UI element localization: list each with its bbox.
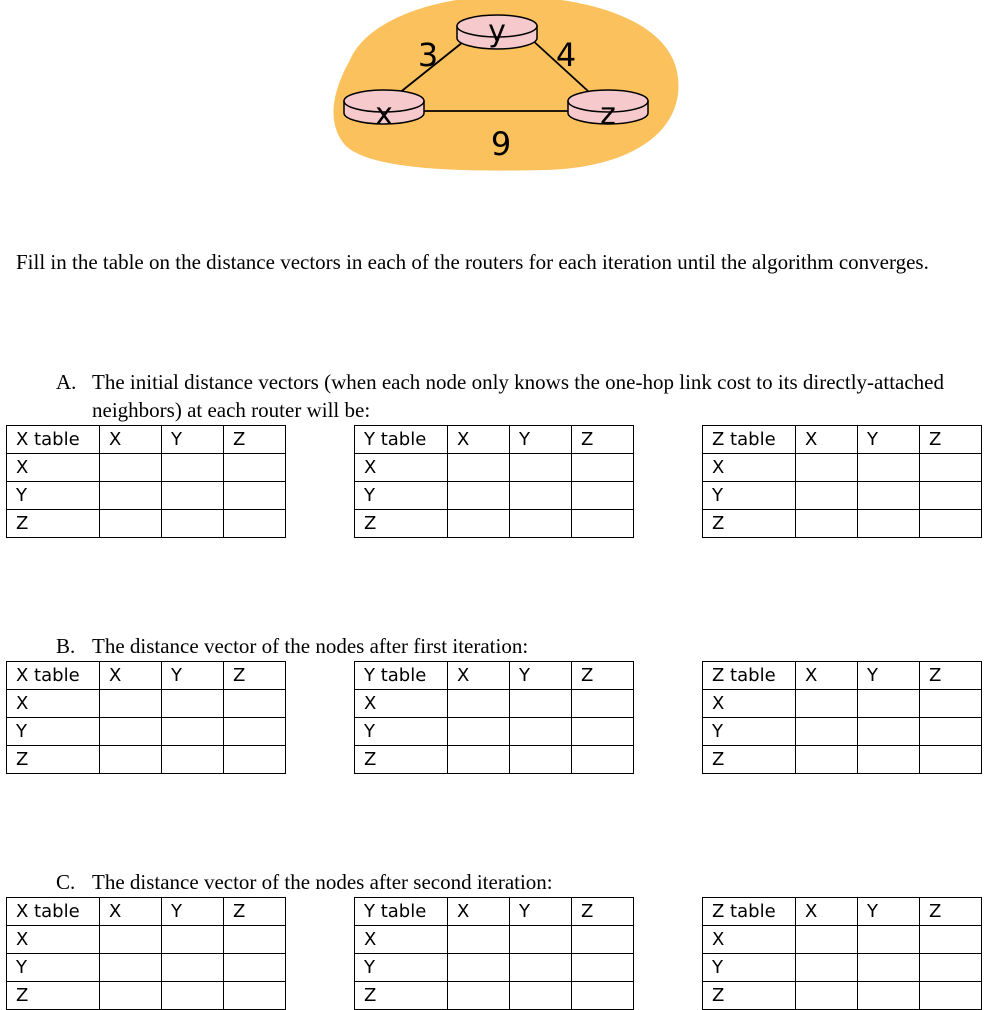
table-row <box>7 954 286 982</box>
column-header: Z <box>224 898 286 926</box>
row-label: X <box>703 690 796 718</box>
table-row <box>703 690 982 718</box>
dv-table-c-x <box>6 897 286 1010</box>
distance-cell[interactable] <box>448 954 510 982</box>
distance-cell[interactable] <box>796 718 858 746</box>
question-c <box>56 868 956 896</box>
row-label: Z <box>355 982 448 1010</box>
distance-cell[interactable] <box>100 690 162 718</box>
distance-cell[interactable] <box>572 482 634 510</box>
distance-cell[interactable] <box>224 718 286 746</box>
column-header: X <box>796 662 858 690</box>
row-label: Y <box>7 954 100 982</box>
table-row <box>355 718 634 746</box>
dv-table-a-x <box>6 425 286 538</box>
row-label: Z <box>355 746 448 774</box>
row-label: Z <box>7 746 100 774</box>
distance-cell[interactable] <box>920 982 982 1010</box>
distance-cell[interactable] <box>448 482 510 510</box>
column-header: Y <box>510 662 572 690</box>
dv-table-a-z <box>702 425 982 538</box>
column-header: Z <box>224 426 286 454</box>
distance-cell[interactable] <box>224 510 286 538</box>
distance-cell[interactable] <box>920 690 982 718</box>
distance-cell[interactable] <box>510 482 572 510</box>
row-label: Y <box>703 718 796 746</box>
column-header: Z <box>572 898 634 926</box>
link-cost-x-z: 9 <box>490 125 512 163</box>
column-header: X <box>796 426 858 454</box>
distance-cell[interactable] <box>162 954 224 982</box>
table-title: Y table <box>355 662 448 690</box>
table-title: Y table <box>355 426 448 454</box>
distance-cell[interactable] <box>448 510 510 538</box>
row-label: Y <box>7 718 100 746</box>
distance-cell[interactable] <box>796 454 858 482</box>
distance-cell[interactable] <box>224 690 286 718</box>
question-letter: C. <box>56 870 76 894</box>
distance-cell[interactable] <box>510 954 572 982</box>
column-header: Z <box>920 662 982 690</box>
distance-cell[interactable] <box>858 926 920 954</box>
table-title: Z table <box>703 662 796 690</box>
column-header: Y <box>162 898 224 926</box>
question-letter: B. <box>56 634 76 658</box>
dv-table-b-z <box>702 661 982 774</box>
column-header: Z <box>224 662 286 690</box>
distance-cell[interactable] <box>224 982 286 1010</box>
row-label: Z <box>7 982 100 1010</box>
distance-cell[interactable] <box>858 482 920 510</box>
column-header: X <box>100 898 162 926</box>
distance-cell[interactable] <box>510 454 572 482</box>
question-a <box>56 368 956 424</box>
distance-cell[interactable] <box>796 482 858 510</box>
table-header-row <box>7 662 286 690</box>
table-header-row <box>703 662 982 690</box>
distance-cell[interactable] <box>796 926 858 954</box>
router-y <box>457 14 537 49</box>
table-header-row <box>355 426 634 454</box>
question-text: The distance vector of the nodes after first iteration: <box>92 634 529 658</box>
column-header: Y <box>858 662 920 690</box>
column-header: Y <box>510 898 572 926</box>
distance-cell[interactable] <box>510 926 572 954</box>
distance-cell[interactable] <box>858 982 920 1010</box>
distance-cell[interactable] <box>224 746 286 774</box>
column-header: X <box>448 898 510 926</box>
distance-cell[interactable] <box>572 718 634 746</box>
row-label: Y <box>355 718 448 746</box>
table-row <box>7 926 286 954</box>
distance-cell[interactable] <box>510 982 572 1010</box>
distance-cell[interactable] <box>162 454 224 482</box>
dv-table-c-y <box>354 897 634 1010</box>
distance-cell[interactable] <box>858 690 920 718</box>
distance-cell[interactable] <box>858 454 920 482</box>
table-row <box>7 510 286 538</box>
table-row <box>7 454 286 482</box>
distance-cell[interactable] <box>100 746 162 774</box>
table-header-row <box>703 426 982 454</box>
row-label: X <box>703 454 796 482</box>
router-label-z: z <box>600 97 616 132</box>
distance-cell[interactable] <box>572 746 634 774</box>
distance-cell[interactable] <box>448 746 510 774</box>
column-header: Y <box>162 426 224 454</box>
distance-cell[interactable] <box>162 718 224 746</box>
distance-cell[interactable] <box>796 982 858 1010</box>
table-header-row <box>355 662 634 690</box>
distance-cell[interactable] <box>572 690 634 718</box>
table-title: X table <box>7 426 100 454</box>
column-header: X <box>448 662 510 690</box>
row-label: X <box>7 454 100 482</box>
table-row <box>703 718 982 746</box>
column-header: X <box>100 426 162 454</box>
distance-cell[interactable] <box>920 718 982 746</box>
row-label: Y <box>703 954 796 982</box>
distance-cell[interactable] <box>100 482 162 510</box>
distance-cell[interactable] <box>224 482 286 510</box>
table-row <box>355 690 634 718</box>
dv-table-c-z <box>702 897 982 1010</box>
distance-cell[interactable] <box>448 718 510 746</box>
dv-table-b-x <box>6 661 286 774</box>
router-label-x: x <box>375 97 393 132</box>
table-row <box>7 482 286 510</box>
distance-cell[interactable] <box>572 982 634 1010</box>
table-row <box>7 690 286 718</box>
column-header: Z <box>920 426 982 454</box>
row-label: Z <box>703 510 796 538</box>
row-label: Z <box>7 510 100 538</box>
distance-cell[interactable] <box>796 510 858 538</box>
row-label: X <box>355 454 448 482</box>
link-cost-x-y: 3 <box>417 36 439 74</box>
table-row <box>703 926 982 954</box>
table-header-row <box>355 898 634 926</box>
distance-cell[interactable] <box>100 454 162 482</box>
row-label: X <box>355 926 448 954</box>
distance-cell[interactable] <box>510 746 572 774</box>
table-row <box>703 454 982 482</box>
distance-cell[interactable] <box>796 954 858 982</box>
distance-cell[interactable] <box>224 454 286 482</box>
column-header: Z <box>572 426 634 454</box>
distance-cell[interactable] <box>858 510 920 538</box>
table-row <box>355 482 634 510</box>
column-header: X <box>448 426 510 454</box>
distance-cell[interactable] <box>162 926 224 954</box>
distance-cell[interactable] <box>572 454 634 482</box>
table-row <box>703 510 982 538</box>
distance-cell[interactable] <box>448 454 510 482</box>
row-label: Y <box>355 482 448 510</box>
distance-cell[interactable] <box>858 746 920 774</box>
distance-cell[interactable] <box>920 926 982 954</box>
distance-cell[interactable] <box>100 954 162 982</box>
column-header: Y <box>162 662 224 690</box>
question-b <box>56 632 956 660</box>
table-title: X table <box>7 662 100 690</box>
distance-cell[interactable] <box>162 510 224 538</box>
row-label: Z <box>703 982 796 1010</box>
row-label: Y <box>7 482 100 510</box>
question-text: The initial distance vectors (when each node only knows the one-hop link cost to its directly-attached neighbors) at each router will be: <box>92 370 944 422</box>
distance-cell[interactable] <box>162 482 224 510</box>
row-label: X <box>703 926 796 954</box>
distance-cell[interactable] <box>796 690 858 718</box>
column-header: Z <box>572 662 634 690</box>
column-header: X <box>796 898 858 926</box>
distance-cell[interactable] <box>920 454 982 482</box>
row-label: X <box>355 690 448 718</box>
distance-cell[interactable] <box>510 510 572 538</box>
table-row <box>703 954 982 982</box>
row-label: Y <box>355 954 448 982</box>
column-header: Z <box>920 898 982 926</box>
distance-cell[interactable] <box>100 510 162 538</box>
table-title: X table <box>7 898 100 926</box>
table-row <box>355 926 634 954</box>
table-header-row <box>7 426 286 454</box>
link-cost-y-z: 4 <box>555 36 577 74</box>
distance-cell[interactable] <box>100 718 162 746</box>
table-row <box>7 718 286 746</box>
table-row <box>703 746 982 774</box>
distance-cell[interactable] <box>920 510 982 538</box>
row-label: Z <box>355 510 448 538</box>
table-row <box>355 746 634 774</box>
table-header-row <box>7 898 286 926</box>
column-header: X <box>100 662 162 690</box>
column-header: Y <box>510 426 572 454</box>
dv-table-b-y <box>354 661 634 774</box>
distance-cell[interactable] <box>572 954 634 982</box>
table-row <box>7 746 286 774</box>
table-title: Z table <box>703 898 796 926</box>
distance-cell[interactable] <box>100 926 162 954</box>
column-header: Y <box>858 426 920 454</box>
table-row <box>355 954 634 982</box>
distance-cell[interactable] <box>572 510 634 538</box>
table-row <box>703 482 982 510</box>
distance-cell[interactable] <box>920 746 982 774</box>
router-label-y: y <box>488 14 506 49</box>
dv-table-a-y <box>354 425 634 538</box>
table-header-row <box>703 898 982 926</box>
table-title: Y table <box>355 898 448 926</box>
table-title: Z table <box>703 426 796 454</box>
distance-cell[interactable] <box>162 982 224 1010</box>
distance-cell[interactable] <box>162 690 224 718</box>
row-label: Y <box>703 482 796 510</box>
table-row <box>355 510 634 538</box>
row-label: Z <box>703 746 796 774</box>
row-label: X <box>7 926 100 954</box>
column-header: Y <box>858 898 920 926</box>
distance-cell[interactable] <box>858 954 920 982</box>
distance-cell[interactable] <box>920 954 982 982</box>
distance-cell[interactable] <box>448 690 510 718</box>
distance-cell[interactable] <box>224 954 286 982</box>
distance-cell[interactable] <box>858 718 920 746</box>
distance-cell[interactable] <box>796 746 858 774</box>
distance-cell[interactable] <box>162 746 224 774</box>
instructions: Fill in the table on the distance vectors in each of the routers for each iteration until the algorithm converges. <box>16 250 929 274</box>
distance-cell[interactable] <box>510 718 572 746</box>
table-row <box>355 454 634 482</box>
table-row <box>355 982 634 1010</box>
question-letter: A. <box>56 370 77 394</box>
distance-cell[interactable] <box>448 982 510 1010</box>
row-label: X <box>7 690 100 718</box>
distance-cell[interactable] <box>100 982 162 1010</box>
distance-cell[interactable] <box>448 926 510 954</box>
network-diagram <box>0 0 986 200</box>
distance-cell[interactable] <box>510 690 572 718</box>
distance-cell[interactable] <box>920 482 982 510</box>
distance-cell[interactable] <box>572 926 634 954</box>
table-row <box>7 982 286 1010</box>
table-row <box>703 982 982 1010</box>
distance-cell[interactable] <box>224 926 286 954</box>
question-text: The distance vector of the nodes after second iteration: <box>92 870 553 894</box>
